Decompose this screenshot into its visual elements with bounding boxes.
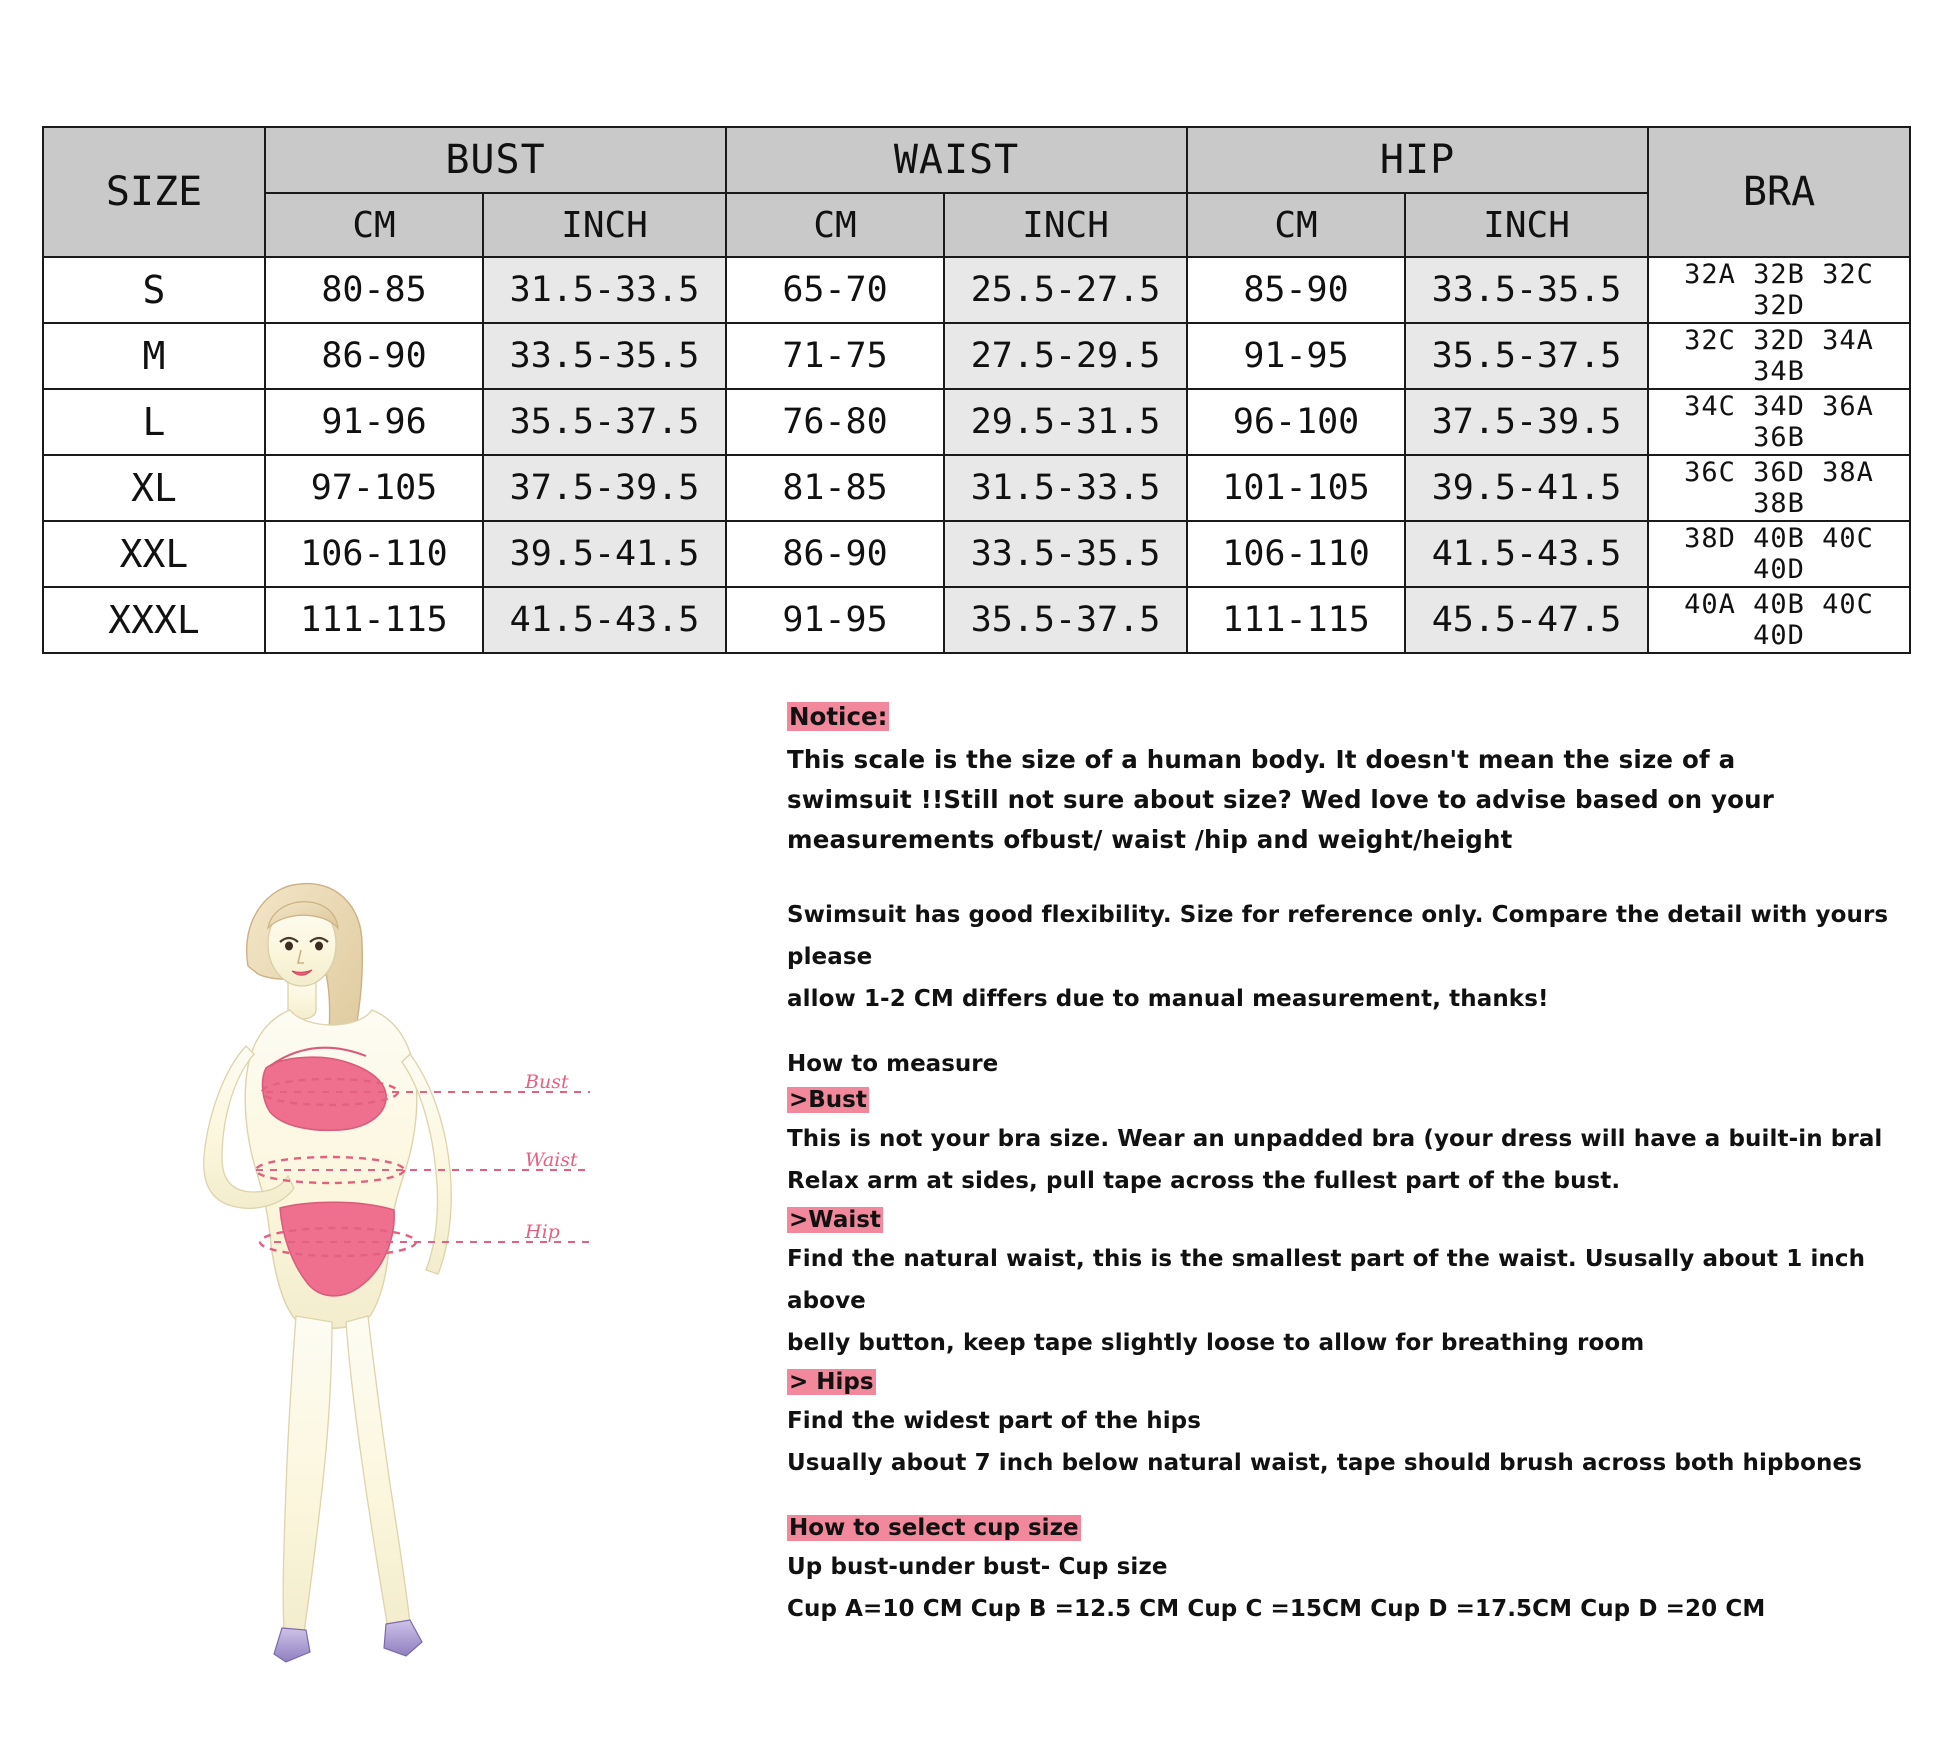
left-leg-shape	[283, 1316, 332, 1632]
header-bust-cm: CM	[265, 193, 483, 257]
cell-waist-cm: 76-80	[726, 389, 944, 455]
notice-column	[787, 700, 1907, 1630]
size-chart-table	[42, 126, 1911, 654]
table-header-row-units	[43, 193, 1910, 257]
left-pupil	[285, 942, 293, 951]
table-row	[43, 455, 1910, 521]
cell-hip-cm: 111-115	[1187, 587, 1405, 653]
cell-waist-cm: 86-90	[726, 521, 944, 587]
notice-title: Notice:	[789, 702, 888, 731]
cell-bust-cm: 106-110	[265, 521, 483, 587]
table-row	[43, 587, 1910, 653]
cell-bust-inch: 39.5-41.5	[483, 521, 726, 587]
header-size: SIZE	[43, 127, 265, 257]
hips-line-1: Find the widest part of the hips	[787, 1408, 1202, 1434]
cell-waist-inch: 31.5-33.5	[944, 455, 1187, 521]
cell-hip-inch: 45.5-47.5	[1405, 587, 1648, 653]
hips-line-2: Usually about 7 inch below natural waist, tape should brush across both hipbones	[787, 1450, 1862, 1476]
left-shoe-icon	[274, 1628, 310, 1662]
cell-bra: 38D 40B 40C 40D	[1648, 521, 1910, 587]
header-waist-cm: CM	[726, 193, 944, 257]
cup-size-heading: How to select cup size	[789, 1515, 1079, 1541]
cell-hip-cm: 85-90	[1187, 257, 1405, 323]
header-bra: BRA	[1648, 127, 1910, 257]
header-bust-inch: INCH	[483, 193, 726, 257]
bust-heading-line	[787, 1082, 1907, 1118]
cell-bra: 40A 40B 40C 40D	[1648, 587, 1910, 653]
measurement-figure-illustration	[170, 870, 600, 1670]
waist-heading-line	[787, 1202, 1907, 1238]
spacer	[787, 1484, 1907, 1510]
flexibility-line-1: Swimsuit has good flexibility. Size for reference only. Compare the detail with yours please	[787, 902, 1889, 970]
table-row	[43, 521, 1910, 587]
cell-size: XL	[43, 455, 265, 521]
header-bust: BUST	[265, 127, 726, 193]
cell-waist-inch: 27.5-29.5	[944, 323, 1187, 389]
how-to-measure-heading: How to measure	[787, 1051, 999, 1077]
bust-heading: >Bust	[789, 1087, 867, 1113]
hips-heading: > Hips	[789, 1369, 874, 1395]
hip-label: Hip	[525, 1221, 560, 1243]
header-hip-inch: INCH	[1405, 193, 1648, 257]
header-hip-cm: CM	[1187, 193, 1405, 257]
cell-size: M	[43, 323, 265, 389]
cell-bra: 34C 34D 36A 36B	[1648, 389, 1910, 455]
header-hip: HIP	[1187, 127, 1648, 193]
header-waist-inch: INCH	[944, 193, 1187, 257]
cup-heading-line	[787, 1510, 1907, 1546]
waist-line-1: Find the natural waist, this is the smallest part of the waist. Ususally about 1 inch above	[787, 1246, 1866, 1314]
cup-line-2: Cup A=10 CM Cup B =12.5 CM Cup C =15CM Cup D =17.5CM Cup D =20 CM	[787, 1596, 1766, 1622]
cell-hip-inch: 33.5-35.5	[1405, 257, 1648, 323]
right-shoe-icon	[384, 1620, 422, 1656]
header-waist: WAIST	[726, 127, 1187, 193]
cell-bust-cm: 80-85	[265, 257, 483, 323]
cell-hip-cm: 101-105	[1187, 455, 1405, 521]
cell-hip-cm: 91-95	[1187, 323, 1405, 389]
cell-bust-inch: 41.5-43.5	[483, 587, 726, 653]
bust-label: Bust	[525, 1071, 569, 1093]
female-body-figure-icon	[170, 870, 600, 1670]
cell-waist-inch: 33.5-35.5	[944, 521, 1187, 587]
cell-bust-inch: 35.5-37.5	[483, 389, 726, 455]
cell-bra: 32A 32B 32C 32D	[1648, 257, 1910, 323]
cell-size: S	[43, 257, 265, 323]
table-body	[43, 257, 1910, 653]
cell-bust-cm: 111-115	[265, 587, 483, 653]
cell-bra: 32C 32D 34A 34B	[1648, 323, 1910, 389]
cell-waist-inch: 35.5-37.5	[944, 587, 1187, 653]
cell-bust-cm: 91-96	[265, 389, 483, 455]
waist-line-2: belly button, keep tape slightly loose to allow for breathing room	[787, 1330, 1645, 1356]
notice-bold-1: This scale is the size of a human body. It doesn't mean the size of a	[787, 745, 1736, 774]
cell-waist-inch: 29.5-31.5	[944, 389, 1187, 455]
cell-hip-inch: 35.5-37.5	[1405, 323, 1648, 389]
notice-bold-3: measurements ofbust/ waist /hip and weight/height	[787, 825, 1513, 854]
hips-heading-line	[787, 1364, 1907, 1400]
cell-waist-cm: 65-70	[726, 257, 944, 323]
cell-size: L	[43, 389, 265, 455]
cell-size: XXL	[43, 521, 265, 587]
right-leg-shape	[346, 1316, 410, 1628]
table-row	[43, 389, 1910, 455]
cell-hip-cm: 106-110	[1187, 521, 1405, 587]
cell-waist-cm: 91-95	[726, 587, 944, 653]
cell-hip-inch: 39.5-41.5	[1405, 455, 1648, 521]
cell-bust-inch: 31.5-33.5	[483, 257, 726, 323]
notice-bold-2: swimsuit !!Still not sure about size? Wed love to advise based on your	[787, 785, 1775, 814]
cell-bust-cm: 97-105	[265, 455, 483, 521]
flexibility-line-2: allow 1-2 CM differs due to manual measurement, thanks!	[787, 986, 1549, 1012]
cell-hip-inch: 37.5-39.5	[1405, 389, 1648, 455]
waist-label: Waist	[525, 1149, 578, 1171]
cup-line-1: Up bust-under bust- Cup size	[787, 1554, 1168, 1580]
spacer	[787, 1020, 1907, 1046]
table-head	[43, 127, 1910, 257]
cell-bust-inch: 33.5-35.5	[483, 323, 726, 389]
cell-hip-cm: 96-100	[1187, 389, 1405, 455]
cell-bra: 36C 36D 38A 38B	[1648, 455, 1910, 521]
bust-line-1: This is not your bra size. Wear an unpadded bra (your dress will have a built-in bral	[787, 1126, 1883, 1152]
cell-waist-inch: 25.5-27.5	[944, 257, 1187, 323]
notice-title-line	[787, 700, 1907, 734]
table-header-row-top	[43, 127, 1910, 193]
cell-bust-cm: 86-90	[265, 323, 483, 389]
spacer	[787, 860, 1907, 894]
cell-waist-cm: 71-75	[726, 323, 944, 389]
cell-hip-inch: 41.5-43.5	[1405, 521, 1648, 587]
table-row	[43, 323, 1910, 389]
cell-size: XXXL	[43, 587, 265, 653]
bust-line-2: Relax arm at sides, pull tape across the fullest part of the bust.	[787, 1168, 1621, 1194]
table-row	[43, 257, 1910, 323]
waist-heading: >Waist	[789, 1207, 881, 1233]
cell-waist-cm: 81-85	[726, 455, 944, 521]
size-chart-table-wrapper	[42, 126, 1904, 654]
right-pupil	[315, 942, 323, 951]
cell-bust-inch: 37.5-39.5	[483, 455, 726, 521]
